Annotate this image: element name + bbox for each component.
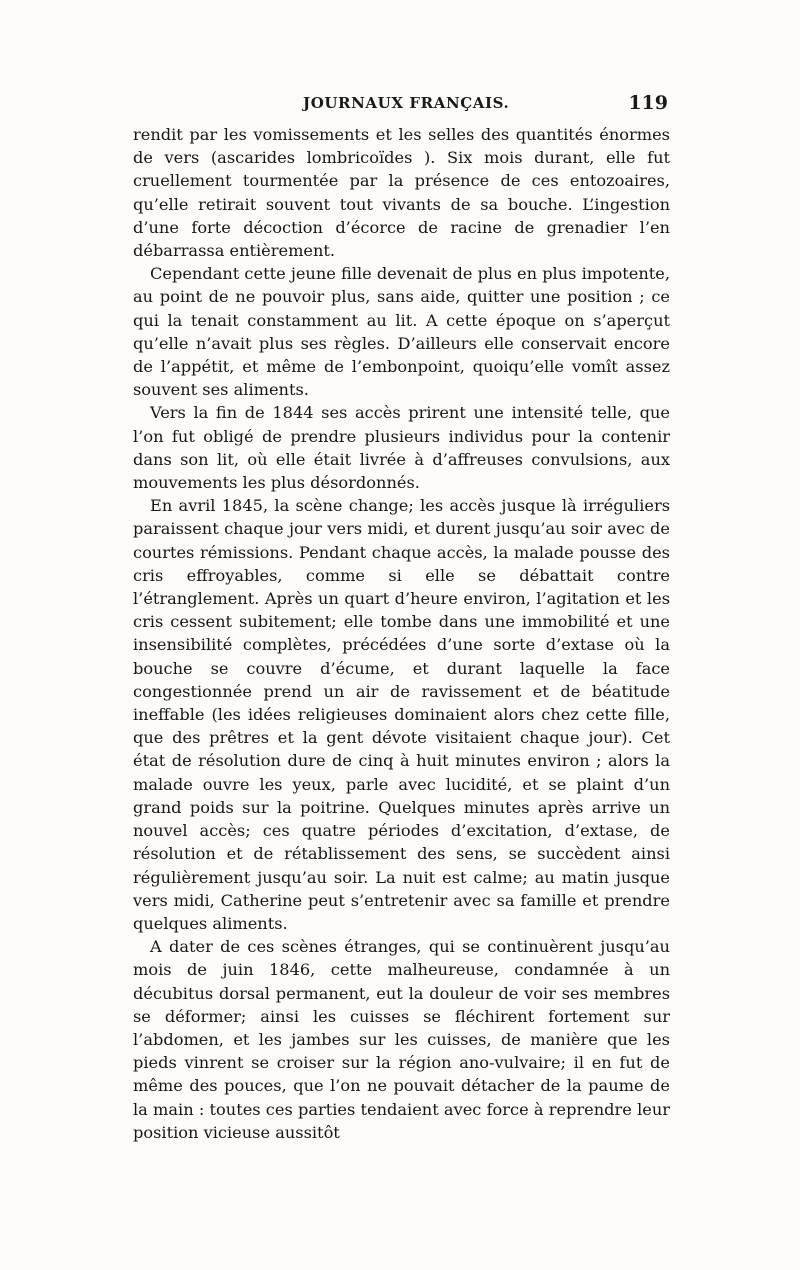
paragraph: Cependant cette jeune fille devenait de plus en plus impotente, au point de ne pouvoir plus, sans aide, quitter une position ; ce qui la tenait constamment au lit. A cette époque on s’aperçut qu’elle n’avait plus ses règles. D’ailleurs elle conservait encore de l’appétit, et même de l’embonpoint, quoiqu’elle vomît assez souvent ses aliments. [133, 264, 670, 400]
page-number: 119 [628, 92, 668, 114]
paragraph: Vers la fin de 1844 ses accès prirent une intensité telle, que l’on fut obligé de prendre plusieurs individus pour la contenir dans son lit, où elle était livrée à d’affreuses convulsions, aux mouvements les plus désordonnés. [133, 403, 670, 493]
paragraph-continued: rendit par les vomissements et les selles des quantités énormes de vers (ascarides lombricoïdes ). Six mois durant, elle fut cruellement tourmentée par la présence de ces entozoaires, qu’elle retirait souvent tout vivants de sa bouche. L’ingestion d’une forte décoction d’écorce de racine de grenadier l’en débarrassa entièrement. [133, 125, 670, 261]
running-header [133, 94, 668, 118]
paragraph: En avril 1845, la scène change; les accès jusque là irréguliers paraissent chaque jour vers midi, et durent jusqu’au soir avec de courtes rémissions. Pendant chaque accès, la malade pousse des cris effroyables, comme si elle se débattait contre l’étranglement. Après un quart d’heure environ, l’agitation et les cris cessent subitement; elle tombe dans une immobilité et une insensibilité complètes, précédées d’une sorte d’extase où la bouche se couvre d’écume, et durant laquelle la face congestionnée prend un air de ravissement et de béatitude ineffable (les idées religieuses dominaient alors chez cette fille, que des prêtres et la gent dévote visitaient chaque jour). Cet état de résolution dure de cinq à huit minutes environ ; alors la malade ouvre les yeux, parle avec lucidité, et se plaint d’un grand poids sur la poitrine. Quelques minutes après arrive un nouvel accès; ces quatre périodes d’excitation, d’extase, de résolution et de rétablissement des sens, se succèdent ainsi régulièrement jusqu’au soir. La nuit est calme; au matin jusque vers midi, Catherine peut s’entretenir avec sa famille et prendre quelques aliments. [133, 496, 670, 933]
running-title: JOURNAUX FRANÇAIS. [303, 94, 510, 112]
paragraph: A dater de ces scènes étranges, qui se continuèrent jusqu’au mois de juin 1846, cette malheureuse, condamnée à un décubitus dorsal permanent, eut la douleur de voir ses membres se déformer; ainsi les cuisses se fléchirent fortement sur l’abdomen, et les jambes sur les cuisses, de manière que les pieds vinrent se croiser sur la région ano-vulvaire; il en fut de même des pouces, que l’on ne pouvait détacher de la paume de la main : toutes ces parties tendaient avec force à reprendre leur position vicieuse aussitôt [133, 937, 670, 1142]
body-text [133, 123, 670, 1144]
